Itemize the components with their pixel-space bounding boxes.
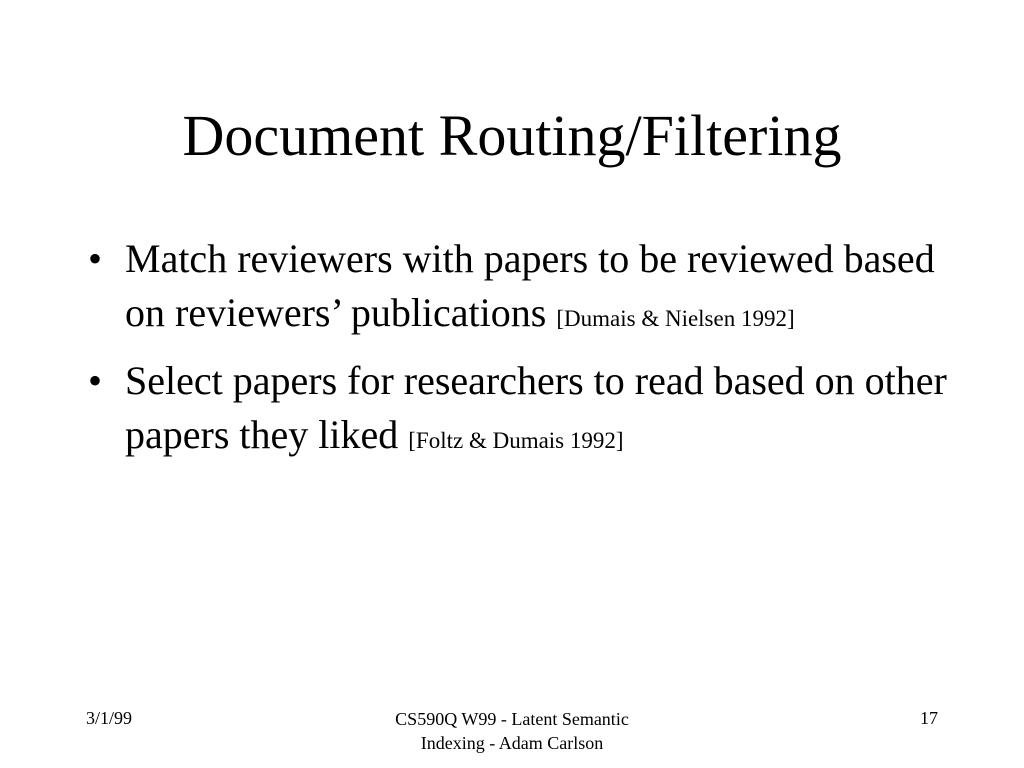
footer-course-line-1: CS590Q W99 - Latent Semantic — [395, 709, 629, 729]
bullet-item-researchers — [88, 354, 958, 462]
bullet-list — [88, 232, 958, 476]
footer-date: 3/1/99 — [86, 708, 133, 728]
footer-course-line-2: Indexing - Adam Carlson — [420, 733, 604, 753]
bullet-text: Match reviewers with papers to be reviewed based on reviewers’ publications — [125, 236, 935, 335]
footer-course-title — [312, 707, 712, 755]
footer-page-number: 17 — [920, 708, 938, 728]
slide-title: Document Routing/Filtering — [182, 103, 842, 168]
bullet-item-reviewers — [88, 232, 958, 340]
bullet-text: Select papers for researchers to read based on other papers they liked — [125, 358, 947, 457]
bullet-citation: [Foltz & Dumais 1992] — [408, 428, 624, 453]
bullet-marker: • — [88, 236, 103, 281]
bullet-marker: • — [88, 358, 103, 403]
bullet-citation: [Dumais & Nielsen 1992] — [556, 306, 795, 331]
